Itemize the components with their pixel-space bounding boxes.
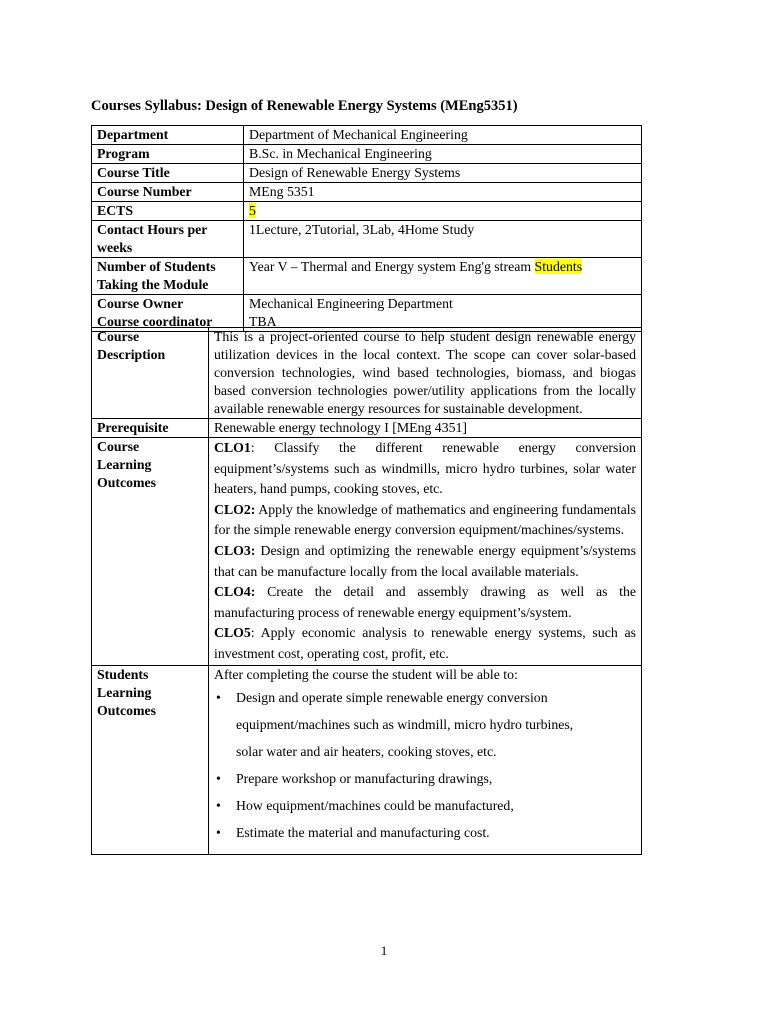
clos-label: Course Learning Outcomes <box>92 438 209 666</box>
clo-item: CLO2: Apply the knowledge of mathematics and engineering fundamentals for the simple renewable energy conversion equipment/machines/systems. <box>214 501 636 538</box>
course-title-label: Course Title <box>92 164 244 183</box>
students-label: Number of Students Taking the Module <box>92 258 244 295</box>
course-title-value: Design of Renewable Energy Systems <box>244 164 642 183</box>
ects-value-cell <box>244 202 642 221</box>
students-highlight: Students <box>534 259 583 274</box>
clos-list <box>209 438 642 666</box>
slos-intro: After completing the course the student will be able to: <box>214 666 518 682</box>
description-label: Course Description <box>92 328 209 419</box>
list-item: • How equipment/machines could be manufactured, <box>214 792 636 819</box>
prerequisite-value: Renewable energy technology I [MEng 4351] <box>209 419 642 438</box>
course-number-value: MEng 5351 <box>244 183 642 202</box>
contact-hours-value: 1Lecture, 2Tutorial, 3Lab, 4Home Study <box>244 221 642 258</box>
bullet-icon: • <box>216 689 221 705</box>
list-item: • Estimate the material and manufacturing cost. <box>214 819 636 846</box>
table-row-contact-hours <box>92 221 642 258</box>
table-row-department <box>92 126 642 145</box>
table-row-ects <box>92 202 642 221</box>
bullet-icon: • <box>216 824 221 840</box>
page-number: 1 <box>380 943 388 958</box>
owner-label: Course Owner Course coordinator <box>92 295 244 332</box>
prerequisite-label: Prerequisite <box>92 419 209 438</box>
owner-value: Mechanical Engineering Department TBA <box>244 295 642 332</box>
table-row-course-number <box>92 183 642 202</box>
table-row-students <box>92 258 642 295</box>
table-row-clos <box>92 438 642 666</box>
list-item: • Design and operate simple renewable energy conversion equipment/machines such as windmill, micro hydro turbines, solar water and air heaters, cooking stoves, etc. <box>214 684 636 765</box>
document-title: Courses Syllabus: Design of Renewable Energy Systems (MEng5351) <box>91 98 518 114</box>
bullet-icon: • <box>216 797 221 813</box>
department-label: Department <box>92 126 244 145</box>
bullet-icon: • <box>216 770 221 786</box>
list-item: • Prepare workshop or manufacturing drawings, <box>214 765 636 792</box>
students-value: Year V – Thermal and Energy system Eng'g stream Students <box>244 258 642 295</box>
slos-list <box>209 665 642 854</box>
clo-item: CLO1: Classify the different renewable energy conversion equipment’s/systems such as windmills, micro hydro turbines, solar water heaters, hand pumps, cooking stoves, etc. <box>214 440 636 497</box>
table-row-description <box>92 328 642 419</box>
table-row-slos <box>92 665 642 854</box>
clo-item: CLO4: Create the detail and assembly drawing as well as the manufacturing process of renewable energy equipment’s/system. <box>214 584 636 620</box>
program-label: Program <box>92 145 244 164</box>
slos-label: Students Learning Outcomes <box>92 665 209 854</box>
program-value: B.Sc. in Mechanical Engineering <box>244 145 642 164</box>
table-row-owner <box>92 295 642 332</box>
clo-item: CLO5: Apply economic analysis to renewable energy systems, such as investment cost, operating cost, profit, etc. <box>214 625 636 661</box>
description-text: This is a project-oriented course to help student design renewable energy utilization devices in the local context. The scope can cover solar-based conversion technologies, wind based technologies, biomass, and biogas based conversion technologies power/utility applications from the locally available renewable energy resources for sustainable development. <box>209 328 642 419</box>
ects-value: 5 <box>249 203 256 218</box>
table-row-prerequisite <box>92 419 642 438</box>
department-value: Department of Mechanical Engineering <box>244 126 642 145</box>
course-info-table <box>91 125 642 332</box>
table-row-course-title <box>92 164 642 183</box>
ects-label: ECTS <box>92 202 244 221</box>
table-row-program <box>92 145 642 164</box>
course-details-table <box>91 327 642 855</box>
clo-item: CLO3: Design and optimizing the renewable energy equipment’s/systems that can be manufacture locally from the local available materials. <box>214 542 636 579</box>
contact-hours-label: Contact Hours per weeks <box>92 221 244 258</box>
course-number-label: Course Number <box>92 183 244 202</box>
